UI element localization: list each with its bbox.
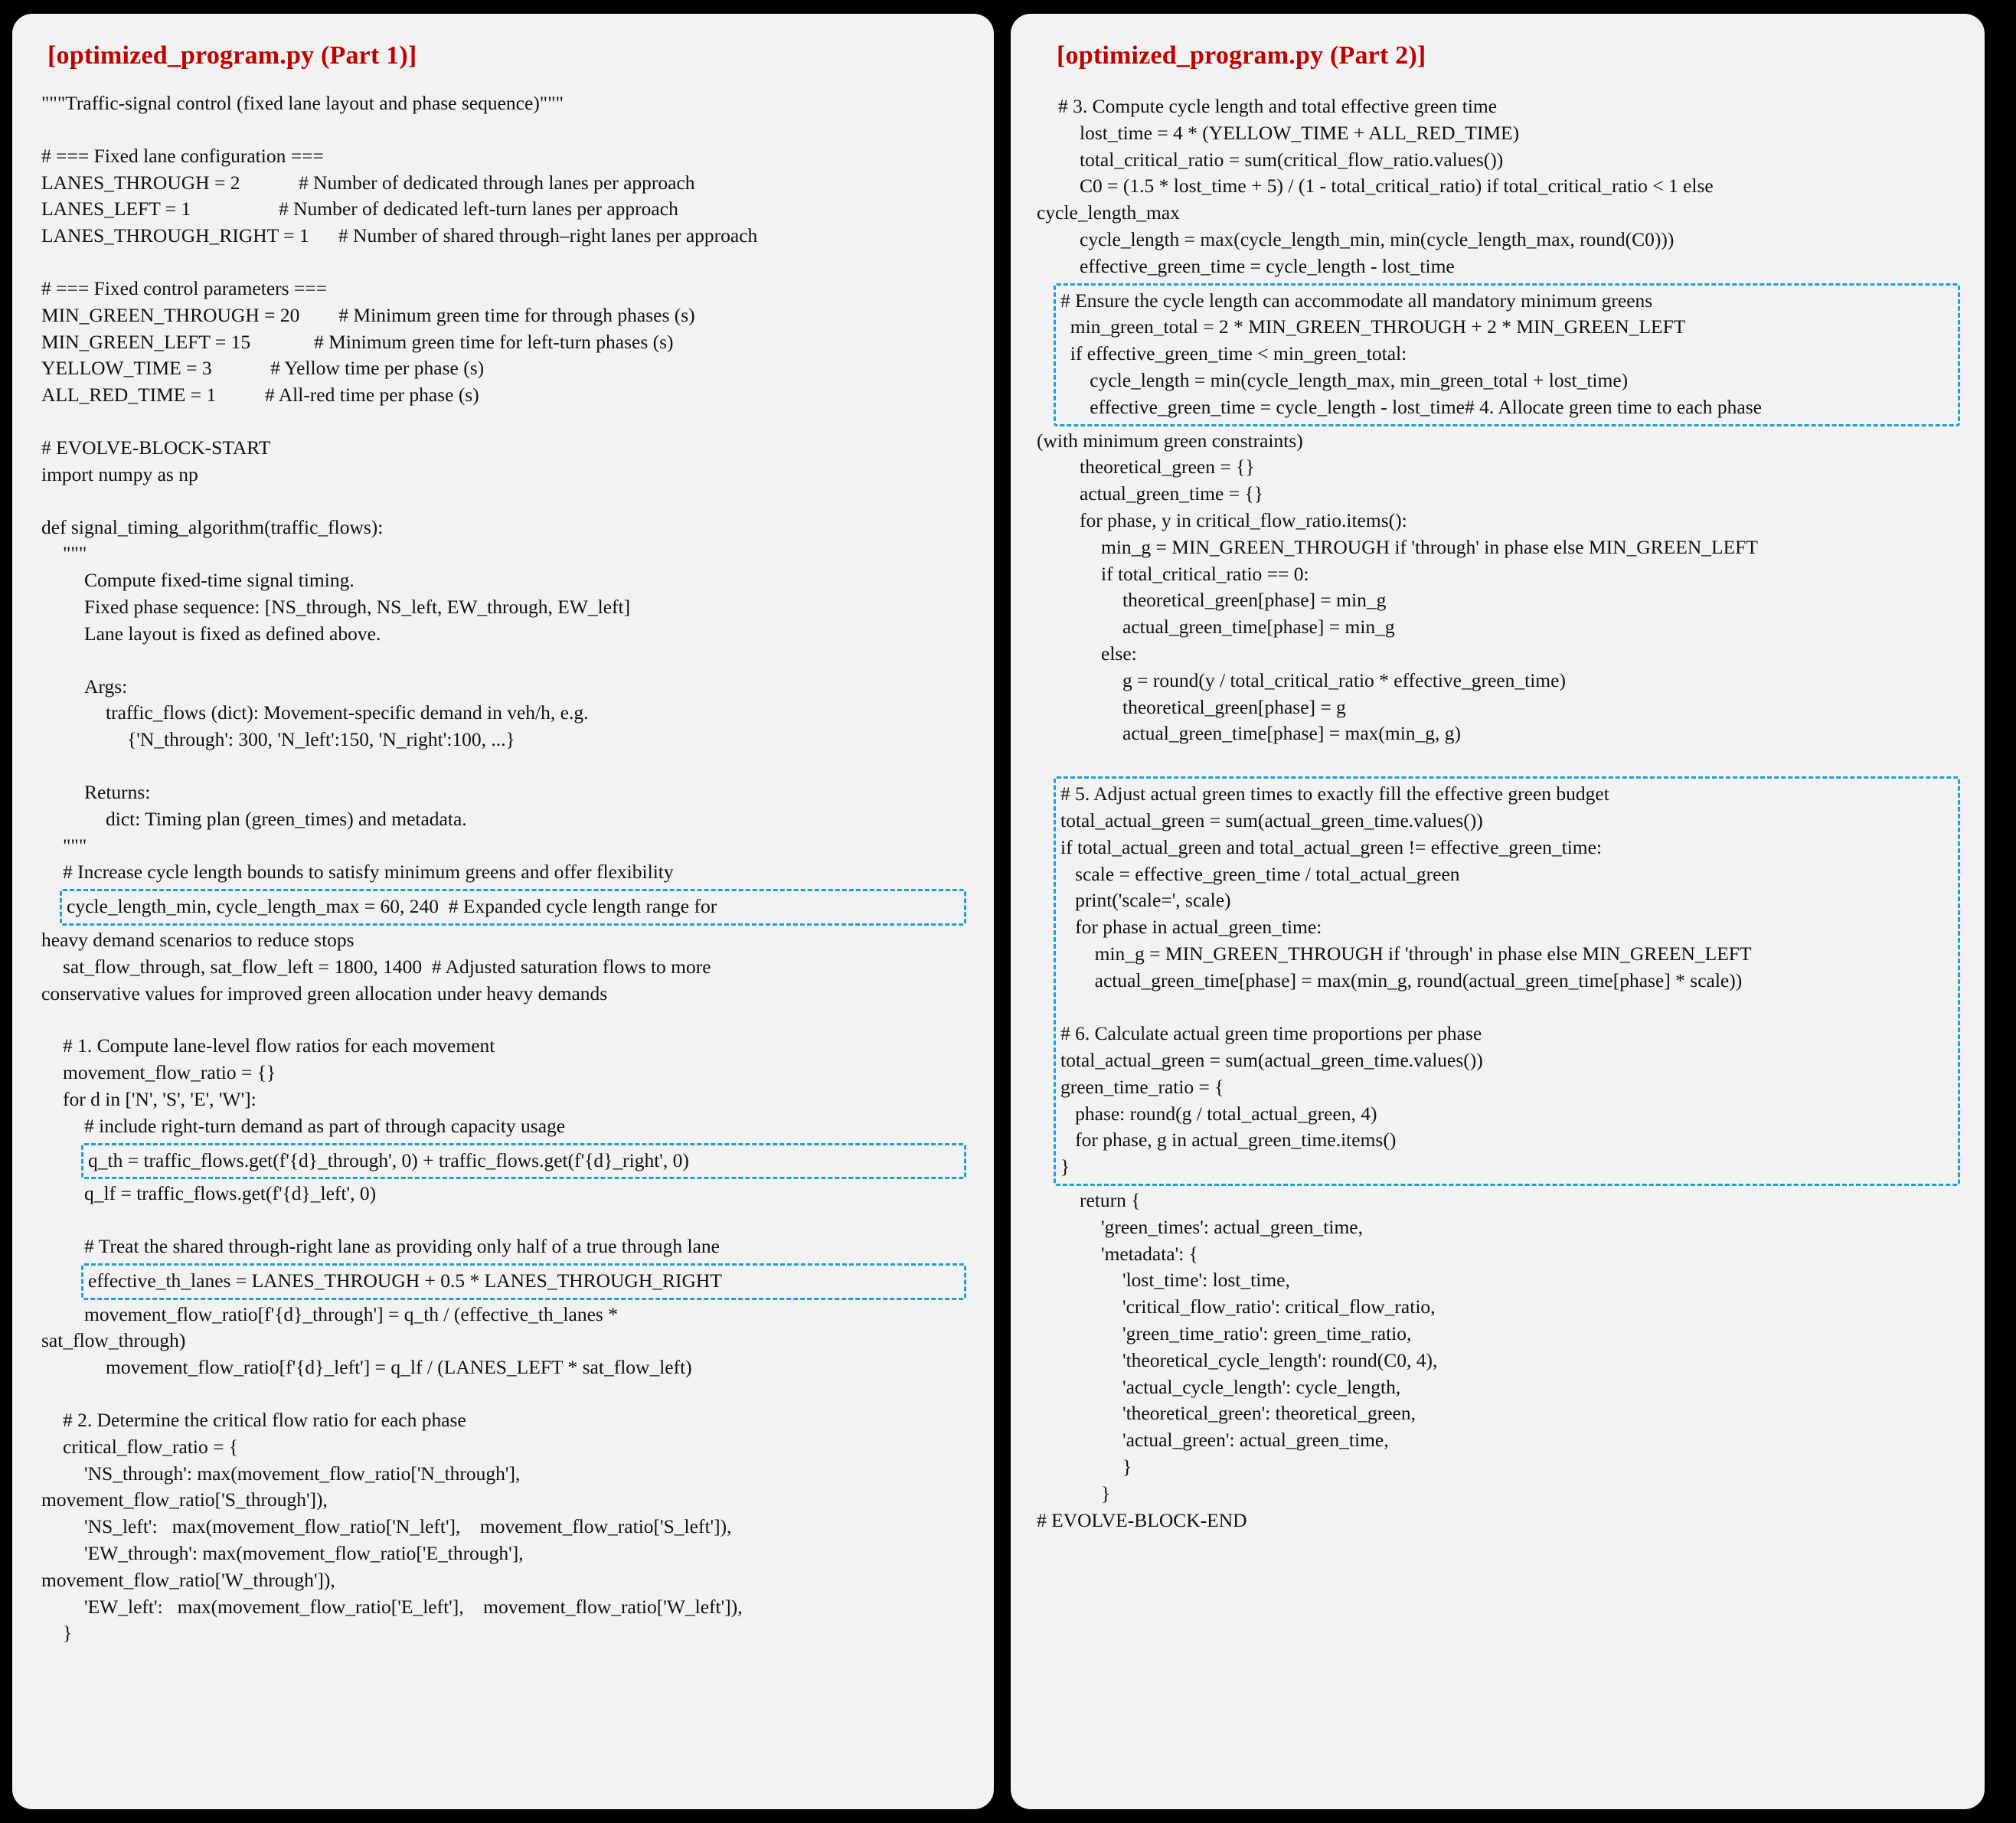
code-line-group <box>41 541 968 567</box>
code-line: movement_flow_ratio['S_through']), <box>41 1488 328 1511</box>
code-line-group <box>41 1302 968 1328</box>
dashed-highlight-box <box>81 1143 966 1180</box>
code-line: Args: <box>84 675 128 698</box>
page-title-part-1: [optimized_program.py (Part 1)] <box>47 41 417 70</box>
code-line: actual_green_time[phase] = min_g <box>1122 616 1395 639</box>
code-line: def signal_timing_algorithm(traffic_flows): <box>41 515 384 538</box>
code-line: q_lf = traffic_flows.get(f'{d}_left', 0) <box>84 1182 377 1205</box>
code-line: 'actual_green': actual_green_time, <box>1122 1429 1389 1452</box>
code-line: cycle_length_max <box>1037 201 1180 224</box>
code-line: Returns: <box>84 780 151 803</box>
code-line: total_actual_green = sum(actual_green_time.values()) <box>1060 809 1483 831</box>
code-line: else: <box>1101 642 1137 665</box>
code-line-group <box>41 1620 968 1647</box>
code-line: dict: Timing plan (green_times) and metadata. <box>106 807 467 830</box>
code-line-group <box>41 143 968 250</box>
code-line: effective_th_lanes = LANES_THROUGH + 0.5 * LANES_THROUGH_RIGHT <box>88 1269 722 1292</box>
code-line: movement_flow_ratio[f'{d}_through'] = q_th / (effective_th_lanes * <box>84 1302 618 1325</box>
code-line: 'critical_flow_ratio': critical_flow_ratio, <box>1122 1295 1436 1318</box>
code-line: YELLOW_TIME = 3 # Yellow time per phase (s) <box>41 357 485 380</box>
code-line-group <box>41 1354 968 1381</box>
code-line: # Increase cycle length bounds to satisfy minimum greens and offer flexibility <box>63 861 674 884</box>
code-line-group <box>1037 454 1962 534</box>
dashed-highlight-box <box>1054 283 1960 426</box>
code-blank-line <box>41 1007 968 1033</box>
code-line-group <box>41 981 968 1008</box>
highlighted-code-region <box>1037 776 1962 1186</box>
code-line: } <box>63 1622 73 1645</box>
code-line-group <box>41 833 968 887</box>
code-line-group <box>41 674 968 701</box>
code-line: sat_flow_through) <box>41 1329 186 1352</box>
code-line: ALL_RED_TIME = 1 # All-red time per phase (s) <box>41 384 479 407</box>
code-line: # 1. Compute lane-level flow ratios for each movement <box>63 1034 495 1057</box>
code-line: 'theoretical_green': theoretical_green, <box>1122 1402 1416 1425</box>
code-line: heavy demand scenarios to reduce stops <box>41 928 355 951</box>
code-line-group <box>41 779 968 806</box>
code-line: # Treat the shared through-right lane as providing only half of a true through lane <box>84 1235 720 1258</box>
code-line: conservative values for improved green allocation under heavy demands <box>41 982 608 1005</box>
code-line: movement_flow_ratio = {} <box>63 1061 276 1084</box>
code-line: total_actual_green = sum(actual_green_time.values()) <box>1060 1049 1483 1072</box>
code-line-group <box>41 1181 968 1207</box>
code-line: # 5. Adjust actual green times to exactly fill the effective green budget <box>1060 782 1609 805</box>
code-line: # Ensure the cycle length can accommodate all mandatory minimum greens <box>1060 289 1653 312</box>
code-line-group <box>41 1567 968 1594</box>
code-line: MIN_GREEN_THROUGH = 20 # Minimum green time for through phases (s) <box>41 303 695 326</box>
code-line: for phase, g in actual_green_time.items() <box>1060 1129 1397 1152</box>
code-line: sat_flow_through, sat_flow_left = 1800, 1400 # Adjusted saturation flows to more <box>63 955 711 978</box>
code-line-group <box>1037 1188 1962 1214</box>
code-line-group <box>1037 668 1962 747</box>
code-line: 'lost_time': lost_time, <box>1122 1269 1290 1292</box>
code-line: } <box>1101 1482 1111 1504</box>
code-line-group <box>41 1487 968 1514</box>
code-line: (with minimum green constraints) <box>1037 429 1303 452</box>
code-line: # EVOLVE-BLOCK-START <box>41 436 271 459</box>
code-line: 'NS_left': max(movement_flow_ratio['N_left'], movement_flow_ratio['S_left']), <box>84 1515 732 1538</box>
code-line-group <box>41 700 968 727</box>
code-line: MIN_GREEN_LEFT = 15 # Minimum green time for left-turn phases (s) <box>41 330 674 353</box>
code-blank-line <box>41 1207 968 1233</box>
code-line: Compute fixed-time signal timing. <box>84 569 355 592</box>
code-line: LANES_THROUGH = 2 # Number of dedicated through lanes per approach <box>41 171 695 194</box>
code-line: LANES_THROUGH_RIGHT = 1 # Number of shared through–right lanes per approach <box>41 224 758 247</box>
code-line-group <box>41 954 968 981</box>
code-line: """ <box>63 834 87 857</box>
code-line: {'N_through': 300, 'N_left':150, 'N_right':100, ...} <box>127 728 515 751</box>
code-line: 'metadata': { <box>1101 1242 1198 1265</box>
code-body-part-1 <box>41 90 968 1647</box>
page-title-part-2: [optimized_program.py (Part 2)] <box>1057 41 1426 70</box>
code-line: Fixed phase sequence: [NS_through, NS_left, EW_through, EW_left] <box>84 595 631 618</box>
code-line: 'green_time_ratio': green_time_ratio, <box>1122 1322 1412 1345</box>
code-line: effective_green_time = cycle_length - lost_time <box>1080 254 1455 277</box>
code-line: scale = effective_green_time / total_actual_green <box>1060 862 1460 885</box>
code-line: green_time_ratio = { <box>1060 1075 1224 1098</box>
code-line: movement_flow_ratio['W_through']), <box>41 1568 335 1591</box>
code-line: q_th = traffic_flows.get(f'{d}_through', 0) + traffic_flows.get(f'{d}_right', 0) <box>88 1148 689 1171</box>
code-line: theoretical_green[phase] = g <box>1122 695 1346 718</box>
code-blank-line <box>41 117 968 143</box>
code-blank-line <box>41 250 968 276</box>
code-line-group <box>41 1328 968 1354</box>
code-line: effective_green_time = cycle_length - lost_time# 4. Allocate green time to each phase <box>1060 395 1762 418</box>
code-line: 'EW_through': max(movement_flow_ratio['E_through'], <box>84 1542 524 1565</box>
code-line-group <box>41 1033 968 1112</box>
code-line: Lane layout is fixed as defined above. <box>84 622 381 645</box>
code-line: # include right-turn demand as part of through capacity usage <box>84 1114 566 1137</box>
code-line: if total_actual_green and total_actual_green != effective_green_time: <box>1060 835 1603 858</box>
code-line-group <box>1037 227 1962 280</box>
code-line-group <box>41 1594 968 1621</box>
highlighted-code-region <box>41 889 968 926</box>
code-line: actual_green_time = {} <box>1080 482 1263 505</box>
code-line: cycle_length = max(cycle_length_min, min(cycle_length_max, round(C0))) <box>1080 227 1675 250</box>
code-line-group <box>1037 93 1962 120</box>
dashed-highlight-box <box>81 1263 966 1300</box>
code-line: 'actual_cycle_length': cycle_length, <box>1122 1375 1401 1398</box>
code-line-group <box>1037 641 1962 668</box>
code-blank-line <box>1037 747 1962 773</box>
code-blank-line <box>41 1381 968 1407</box>
code-line-group <box>1037 534 1962 588</box>
code-line: """ <box>63 542 87 565</box>
code-line-group <box>41 806 968 833</box>
code-line: min_green_total = 2 * MIN_GREEN_THROUGH + 2 * MIN_GREEN_LEFT <box>1060 315 1686 338</box>
code-body-part-2 <box>1037 93 1962 1534</box>
code-line <box>1060 995 1953 1021</box>
code-line-group <box>41 1407 968 1461</box>
code-line: actual_green_time[phase] = max(min_g, g) <box>1122 722 1462 745</box>
code-blank-line <box>41 409 968 435</box>
code-line: # === Fixed lane configuration === <box>41 144 324 167</box>
code-line-group <box>1037 1454 1962 1481</box>
code-panel-part-2 <box>1011 14 1985 1809</box>
code-line: cycle_length_min, cycle_length_max = 60, 240 # Expanded cycle length range for <box>67 895 717 918</box>
highlighted-code-region <box>1037 283 1962 426</box>
code-blank-line <box>41 753 968 779</box>
code-line-group <box>41 727 968 753</box>
code-line: C0 = (1.5 * lost_time + 5) / (1 - total_critical_ratio) if total_critical_ratio < 1 else <box>1080 175 1714 198</box>
code-line: LANES_LEFT = 1 # Number of dedicated left-turn lanes per approach <box>41 198 678 221</box>
code-line-group <box>1037 1267 1962 1454</box>
code-line: theoretical_green = {} <box>1080 456 1255 479</box>
code-panel-part-1 <box>12 14 994 1809</box>
code-line: actual_green_time[phase] = max(min_g, round(actual_green_time[phase] * scale)) <box>1060 969 1743 992</box>
code-line: for phase in actual_green_time: <box>1060 916 1322 939</box>
code-line-group <box>41 435 968 488</box>
code-line: } <box>1122 1455 1132 1478</box>
highlighted-code-region <box>41 1143 968 1180</box>
dashed-highlight-box <box>60 889 966 926</box>
code-line: min_g = MIN_GREEN_THROUGH if 'through' in phase else MIN_GREEN_LEFT <box>1060 942 1752 965</box>
code-line: 'EW_left': max(movement_flow_ratio['E_left'], movement_flow_ratio['W_left']), <box>84 1595 743 1618</box>
code-line: for phase, y in critical_flow_ratio.items(): <box>1080 508 1407 531</box>
code-line-group <box>41 567 968 647</box>
code-line: 'NS_through': max(movement_flow_ratio['N_through'], <box>84 1462 521 1485</box>
code-line: # 2. Determine the critical flow ratio for each phase <box>63 1409 466 1432</box>
code-line: for d in ['N', 'S', 'E', 'W']: <box>63 1087 256 1110</box>
code-blank-line <box>41 488 968 515</box>
code-line: if total_critical_ratio == 0: <box>1101 562 1309 585</box>
code-line: # 6. Calculate actual green time proportions per phase <box>1060 1022 1482 1045</box>
code-line: """Traffic-signal control (fixed lane layout and phase sequence)""" <box>41 92 564 114</box>
code-line-group <box>41 1233 968 1260</box>
code-line-group <box>1037 120 1962 200</box>
code-line: 'green_times': actual_green_time, <box>1101 1215 1363 1238</box>
code-line: lost_time = 4 * (YELLOW_TIME + ALL_RED_TIME) <box>1080 121 1520 144</box>
code-line: cycle_length = min(cycle_length_max, min_green_total + lost_time) <box>1060 368 1629 391</box>
code-line-group <box>41 90 968 117</box>
code-line-group <box>1037 1214 1962 1268</box>
code-line-group <box>41 1514 968 1567</box>
code-line: movement_flow_ratio[f'{d}_left'] = q_lf / (LANES_LEFT * sat_flow_left) <box>106 1356 692 1379</box>
code-line: if effective_green_time < min_green_total: <box>1060 342 1407 365</box>
code-line-group <box>1037 1508 1962 1534</box>
code-line: return { <box>1080 1189 1141 1212</box>
code-line-group <box>41 927 968 954</box>
code-line-group <box>41 515 968 541</box>
code-line-group <box>41 276 968 409</box>
code-line-group <box>41 1113 968 1140</box>
code-line: 'theoretical_cycle_length': round(C0, 4), <box>1122 1348 1438 1371</box>
code-line: min_g = MIN_GREEN_THROUGH if 'through' in phase else MIN_GREEN_LEFT <box>1101 535 1758 558</box>
code-line: # EVOLVE-BLOCK-END <box>1037 1508 1247 1531</box>
code-line-group <box>1037 428 1962 455</box>
code-line-group <box>1037 587 1962 641</box>
code-line-group <box>41 1461 968 1488</box>
code-line: import numpy as np <box>41 462 198 485</box>
highlighted-code-region <box>41 1263 968 1300</box>
code-line: } <box>1060 1155 1070 1178</box>
code-line: theoretical_green[phase] = min_g <box>1122 589 1387 612</box>
code-line-group <box>1037 200 1962 227</box>
code-line: critical_flow_ratio = { <box>63 1435 239 1458</box>
code-line: # 3. Compute cycle length and total effective green time <box>1058 95 1498 117</box>
dashed-highlight-box <box>1054 776 1960 1186</box>
code-blank-line <box>41 648 968 674</box>
code-line: total_critical_ratio = sum(critical_flow_ratio.values()) <box>1080 148 1504 171</box>
code-line: print('scale=', scale) <box>1060 889 1231 912</box>
code-line: # === Fixed control parameters === <box>41 276 328 299</box>
code-line: g = round(y / total_critical_ratio * effective_green_time) <box>1122 668 1566 691</box>
code-line-group <box>1037 1481 1962 1508</box>
code-line: phase: round(g / total_actual_green, 4) <box>1060 1102 1377 1125</box>
code-line: traffic_flows (dict): Movement-specific demand in veh/h, e.g. <box>106 701 589 724</box>
